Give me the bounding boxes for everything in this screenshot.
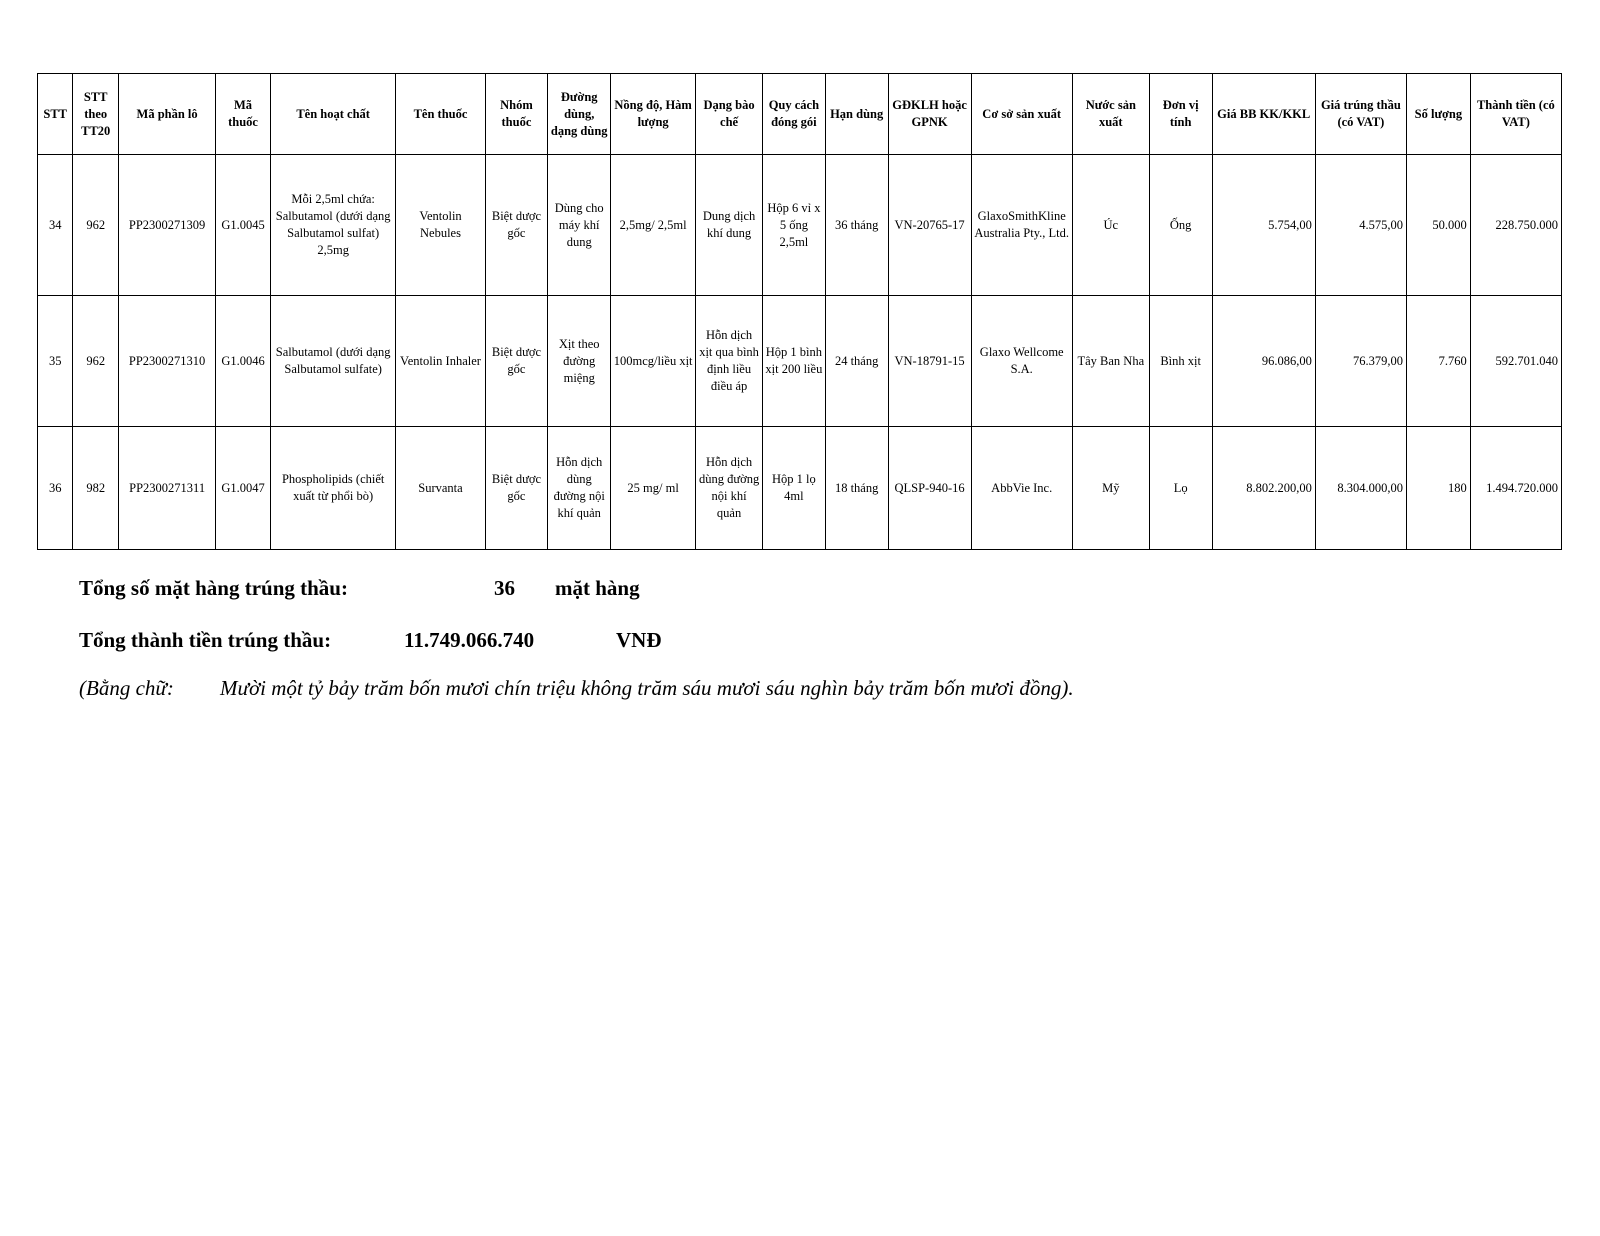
- cell-ma-phan-lo: PP2300271311: [119, 427, 216, 550]
- cell-gia-trung-thau: 8.304.000,00: [1315, 427, 1406, 550]
- cell-quy-cach: Hộp 1 lọ 4ml: [762, 427, 825, 550]
- cell-nong-do: 2,5mg/ 2,5ml: [611, 155, 696, 296]
- cell-thanh-tien: 228.750.000: [1470, 155, 1561, 296]
- cell-stt-tt20: 982: [73, 427, 119, 550]
- cell-nuoc-sx: Tây Ban Nha: [1072, 296, 1149, 427]
- summary-total-value: 11.749.066.740: [404, 628, 535, 652]
- cell-ma-phan-lo: PP2300271309: [119, 155, 216, 296]
- cell-duong-dung: Hỗn dịch dùng đường nội khí quản: [548, 427, 611, 550]
- drug-bid-table: [37, 73, 1562, 550]
- cell-so-luong: 180: [1406, 427, 1470, 550]
- summary-total-unit: VNĐ: [616, 628, 662, 652]
- cell-gia-bb: 96.086,00: [1212, 296, 1315, 427]
- cell-ten-thuoc: Ventolin Inhaler: [396, 296, 485, 427]
- header-gdklh: GĐKLH hoặc GPNK: [888, 74, 971, 155]
- header-gia-bb: Giá BB KK/KKL: [1212, 74, 1315, 155]
- cell-gia-bb: 8.802.200,00: [1212, 427, 1315, 550]
- cell-co-so-sx: GlaxoSmithKline Australia Pty., Ltd.: [971, 155, 1072, 296]
- cell-ten-hoat-chat: Salbutamol (dưới dạng Salbutamol sulfate): [270, 296, 396, 427]
- cell-ten-hoat-chat: Mỗi 2,5ml chứa: Salbutamol (dưới dạng Salbutamol sulfat) 2,5mg: [270, 155, 396, 296]
- cell-nuoc-sx: Mỹ: [1072, 427, 1149, 550]
- header-ma-phan-lo: Mã phần lô: [119, 74, 216, 155]
- cell-ma-thuoc: G1.0045: [216, 155, 271, 296]
- cell-stt: 35: [38, 296, 73, 427]
- cell-nuoc-sx: Úc: [1072, 155, 1149, 296]
- cell-nhom-thuoc: Biệt dược gốc: [485, 296, 548, 427]
- cell-quy-cach: Hộp 6 vỉ x 5 ống 2,5ml: [762, 155, 825, 296]
- cell-gia-trung-thau: 76.379,00: [1315, 296, 1406, 427]
- header-thanh-tien: Thành tiền (có VAT): [1470, 74, 1561, 155]
- cell-ma-phan-lo: PP2300271310: [119, 296, 216, 427]
- summary-total-label: Tổng thành tiền trúng thầu:: [79, 628, 332, 652]
- header-ten-thuoc: Tên thuốc: [396, 74, 485, 155]
- cell-ten-thuoc: Survanta: [396, 427, 485, 550]
- cell-han-dung: 24 tháng: [825, 296, 888, 427]
- table-row: [38, 155, 1562, 296]
- header-so-luong: Số lượng: [1406, 74, 1470, 155]
- cell-gdklh: QLSP-940-16: [888, 427, 971, 550]
- cell-dang-bao-che: Hỗn dịch xịt qua bình định liều điều áp: [696, 296, 763, 427]
- cell-so-luong: 7.760: [1406, 296, 1470, 427]
- cell-don-vi: Bình xịt: [1149, 296, 1212, 427]
- cell-gia-bb: 5.754,00: [1212, 155, 1315, 296]
- summary-words-value: Mười một tỷ bảy trăm bốn mươi chín triệu không trăm sáu mươi sáu nghìn bảy trăm bốn mươi đồng).: [220, 676, 1074, 700]
- cell-dang-bao-che: Dung dịch khí dung: [696, 155, 763, 296]
- header-co-so-sx: Cơ sở sản xuất: [971, 74, 1072, 155]
- cell-nhom-thuoc: Biệt dược gốc: [485, 155, 548, 296]
- cell-quy-cach: Hộp 1 bình xịt 200 liều: [762, 296, 825, 427]
- header-quy-cach: Quy cách đóng gói: [762, 74, 825, 155]
- cell-ten-thuoc: Ventolin Nebules: [396, 155, 485, 296]
- header-nong-do: Nồng độ, Hàm lượng: [611, 74, 696, 155]
- header-han-dung: Hạn dùng: [825, 74, 888, 155]
- summary-count-label: Tổng số mặt hàng trúng thầu:: [79, 576, 348, 600]
- summary-words-label: (Bằng chữ:: [79, 676, 174, 700]
- cell-stt-tt20: 962: [73, 296, 119, 427]
- header-duong-dung: Đường dùng, dạng dùng: [548, 74, 611, 155]
- header-stt: STT: [38, 74, 73, 155]
- cell-co-so-sx: Glaxo Wellcome S.A.: [971, 296, 1072, 427]
- cell-so-luong: 50.000: [1406, 155, 1470, 296]
- cell-stt: 36: [38, 427, 73, 550]
- cell-gia-trung-thau: 4.575,00: [1315, 155, 1406, 296]
- summary-count-unit: mặt hàng: [555, 576, 640, 600]
- cell-dang-bao-che: Hỗn dịch dùng đường nội khí quản: [696, 427, 763, 550]
- cell-duong-dung: Xịt theo đường miệng: [548, 296, 611, 427]
- cell-ma-thuoc: G1.0047: [216, 427, 271, 550]
- cell-duong-dung: Dùng cho máy khí dung: [548, 155, 611, 296]
- cell-don-vi: Lọ: [1149, 427, 1212, 550]
- header-ten-hoat-chat: Tên hoạt chất: [270, 74, 396, 155]
- cell-don-vi: Ống: [1149, 155, 1212, 296]
- cell-nhom-thuoc: Biệt dược gốc: [485, 427, 548, 550]
- table-row: [38, 296, 1562, 427]
- cell-gdklh: VN-20765-17: [888, 155, 971, 296]
- table-row: [38, 427, 1562, 550]
- cell-stt-tt20: 962: [73, 155, 119, 296]
- header-don-vi: Đơn vị tính: [1149, 74, 1212, 155]
- header-nuoc-sx: Nước sản xuất: [1072, 74, 1149, 155]
- header-nhom-thuoc: Nhóm thuốc: [485, 74, 548, 155]
- header-gia-trung-thau: Giá trúng thầu (có VAT): [1315, 74, 1406, 155]
- cell-han-dung: 36 tháng: [825, 155, 888, 296]
- cell-ten-hoat-chat: Phospholipids (chiết xuất từ phổi bò): [270, 427, 396, 550]
- cell-thanh-tien: 1.494.720.000: [1470, 427, 1561, 550]
- table-header-row: [38, 74, 1562, 155]
- cell-ma-thuoc: G1.0046: [216, 296, 271, 427]
- header-dang-bao-che: Dạng bào chế: [696, 74, 763, 155]
- header-stt-tt20: STT theo TT20: [73, 74, 119, 155]
- cell-nong-do: 25 mg/ ml: [611, 427, 696, 550]
- cell-co-so-sx: AbbVie Inc.: [971, 427, 1072, 550]
- cell-stt: 34: [38, 155, 73, 296]
- cell-han-dung: 18 tháng: [825, 427, 888, 550]
- cell-thanh-tien: 592.701.040: [1470, 296, 1561, 427]
- header-ma-thuoc: Mã thuốc: [216, 74, 271, 155]
- cell-nong-do: 100mcg/liều xịt: [611, 296, 696, 427]
- summary-count-value: 36: [494, 576, 515, 600]
- cell-gdklh: VN-18791-15: [888, 296, 971, 427]
